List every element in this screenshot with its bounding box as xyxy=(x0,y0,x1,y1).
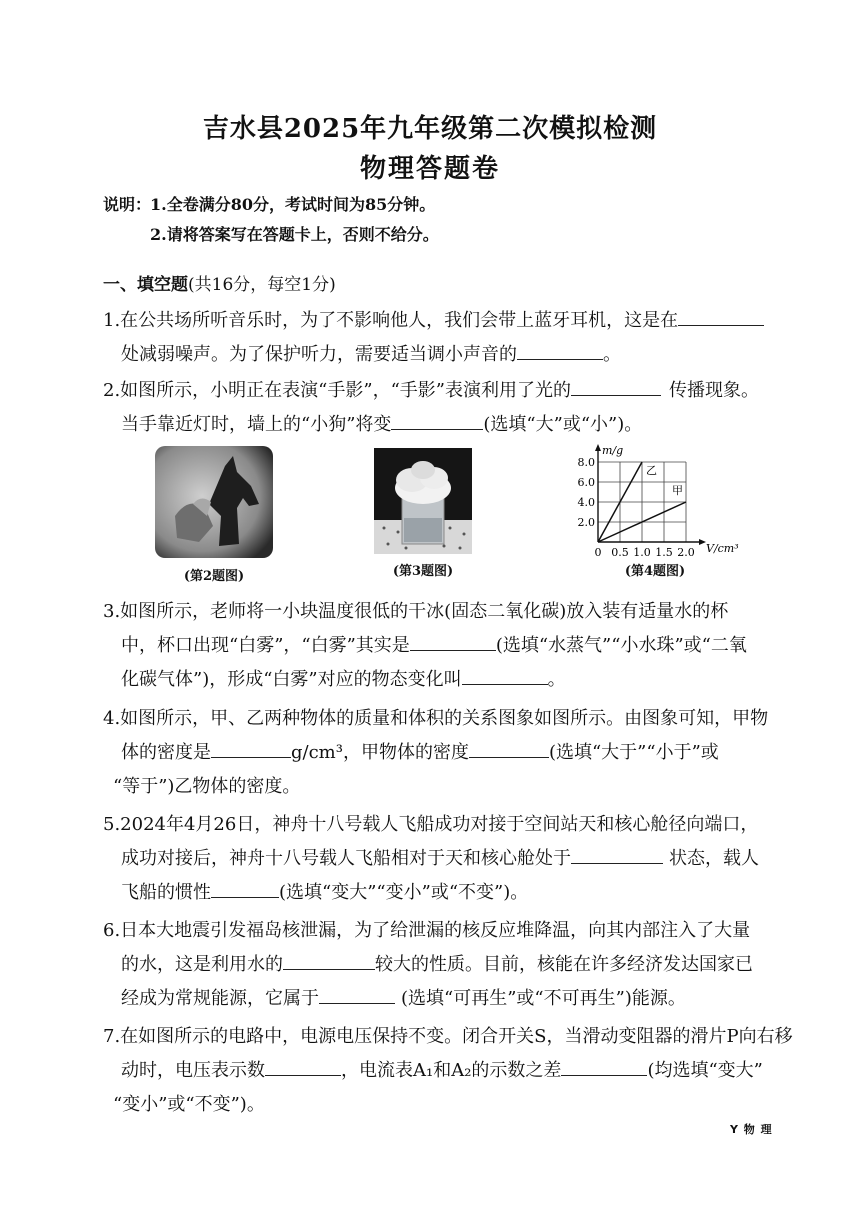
q7-blank-1[interactable] xyxy=(265,1057,341,1076)
x-tick-label: 2.0 xyxy=(677,546,695,559)
x-axis-arrow xyxy=(699,539,706,545)
q3-text-b: 中，杯口出现“白雾”，“白雾”其实是 xyxy=(121,635,410,656)
q4-text-d: (选填“大于”“小于”或 xyxy=(548,742,719,763)
question-6-line-1 xyxy=(103,916,750,942)
section-scoring: (共16分，每空1分) xyxy=(188,275,336,295)
question-5-line-1 xyxy=(103,810,758,836)
question-5-line-2 xyxy=(121,844,759,870)
y-tick-label: 6.0 xyxy=(577,476,595,489)
series-label-2: 甲 xyxy=(672,484,683,497)
q7-text-d: (均选填“变大” xyxy=(647,1060,763,1081)
question-6-line-2 xyxy=(121,950,753,976)
q3-text-c: (选填“水蒸气”“小水珠”或“二氧 xyxy=(495,635,747,656)
q6-text-c: 较大的性质。目前，核能在许多经济发达国家已 xyxy=(375,954,753,975)
q5-blank-2[interactable] xyxy=(211,879,279,898)
question-2-line-1 xyxy=(103,376,759,402)
figure-2-caption: (第2题图) xyxy=(183,569,245,584)
q3-blank-2[interactable] xyxy=(462,666,548,685)
q4-blank-1[interactable] xyxy=(211,739,291,758)
question-2-line-2 xyxy=(121,410,642,436)
y-tick-label: 8.0 xyxy=(577,456,595,469)
question-7-line-3 xyxy=(113,1090,265,1116)
q7-text-c: ，电流表A₁和A₂的示数之差 xyxy=(341,1060,562,1081)
q1-text-c: 。 xyxy=(603,344,621,365)
question-5-line-3 xyxy=(121,878,528,904)
y-tick-label: 2.0 xyxy=(577,516,595,529)
q6-blank-2[interactable] xyxy=(319,985,395,1004)
page-title: 吉水县2025年九年级第二次模拟检测 xyxy=(202,114,658,144)
section-title: 一、填空题 xyxy=(103,275,188,295)
question-7-line-2 xyxy=(121,1056,763,1082)
q5-text-b: 成功对接后，神舟十八号载人飞船相对于天和核心舱处于 xyxy=(121,848,571,869)
q4-text-a: 4.如图所示，甲、乙两种物体的质量和体积的关系图象如图所示。由图象可知，甲物 xyxy=(103,708,769,729)
x-tick-label: 1.5 xyxy=(655,546,673,559)
figure-4-mass-volume-chart xyxy=(560,444,750,564)
q1-text-a: 1.在公共场所听音乐时，为了不影响他人，我们会带上蓝牙耳机，这是在 xyxy=(103,310,679,331)
q2-text-c: 当手靠近灯时，墙上的“小狗”将变 xyxy=(121,414,392,435)
q1-blank-1[interactable] xyxy=(678,307,764,326)
q2-text-a: 2.如图所示，小明正在表演“手影”，“手影”表演利用了光的 xyxy=(103,380,571,401)
x-axis-label: V/cm³ xyxy=(706,542,739,555)
question-4-line-1 xyxy=(103,704,768,730)
q6-text-a: 6.日本大地震引发福岛核泄漏，为了给泄漏的核反应堆降温，向其内部注入了大量 xyxy=(103,920,751,941)
q4-text-e: “等于”)乙物体的密度。 xyxy=(113,776,301,797)
q3-blank-1[interactable] xyxy=(410,632,496,651)
page-subtitle: 物理答题卷 xyxy=(359,154,500,184)
q2-text-b: 传播现象。 xyxy=(668,380,759,401)
q7-blank-2[interactable] xyxy=(561,1057,647,1076)
notes-label: 说明： xyxy=(103,195,152,214)
q5-text-e: (选填“变大”“变小”或“不变”)。 xyxy=(279,882,529,903)
section-heading xyxy=(103,270,336,295)
note-item-1: 1.全卷满分80分，考试时间为85分钟。 xyxy=(150,195,436,214)
question-7-line-1 xyxy=(103,1022,793,1048)
q7-text-e: “变小”或“不变”)。 xyxy=(113,1094,265,1115)
y-tick-label: 4.0 xyxy=(577,496,595,509)
q1-text-b: 处减弱噪声。为了保护听力，需要适当调小声音的 xyxy=(121,344,517,365)
q1-blank-2[interactable] xyxy=(517,341,603,360)
question-1-line-1 xyxy=(103,306,764,332)
figure-3-dry-ice-image xyxy=(374,448,472,554)
note-item-2: 2.请将答案写在答题卡上，否则不给分。 xyxy=(150,225,439,244)
q7-text-b: 动时，电压表示数 xyxy=(121,1060,265,1081)
question-1-line-2 xyxy=(121,340,621,366)
q3-text-e: 。 xyxy=(547,669,566,690)
q2-text-d: (选填“大”或“小”)。 xyxy=(483,414,643,435)
page-footer-mark: Y 物 理 xyxy=(730,1123,773,1136)
q4-text-b: 体的密度是 xyxy=(121,742,211,763)
question-4-line-2 xyxy=(121,738,719,764)
q7-text-a: 7.在如图所示的电路中，电源电压保持不变。闭合开关S，当滑动变阻器的滑片P向右移 xyxy=(103,1026,793,1047)
question-6-line-3 xyxy=(121,984,686,1010)
y-axis-label: m/g xyxy=(602,444,624,457)
x-tick-label: 1.0 xyxy=(633,546,651,559)
q5-text-c: 状态，载人 xyxy=(669,848,759,869)
y-axis-arrow xyxy=(595,444,601,451)
figure-2-hand-shadow-image xyxy=(155,446,273,558)
question-3-line-2 xyxy=(121,631,747,657)
question-4-line-3 xyxy=(113,772,300,798)
question-3-line-1 xyxy=(103,597,728,623)
q3-text-d: 化碳气体”)，形成“白雾”对应的物态变化叫 xyxy=(121,669,462,690)
figure-3-caption: (第3题图) xyxy=(392,564,454,579)
q5-blank-1[interactable] xyxy=(571,845,663,864)
question-3-line-3 xyxy=(121,665,566,691)
figure-4-caption: (第4题图) xyxy=(624,564,686,579)
q3-text-a: 3.如图所示，老师将一小块温度很低的干冰(固态二氧化碳)放入装有适量水的杯 xyxy=(103,601,729,622)
x-tick-label: 0.5 xyxy=(611,546,629,559)
x-tick-label: 0 xyxy=(594,546,602,559)
q6-blank-1[interactable] xyxy=(283,951,375,970)
q6-text-b: 的水，这是利用水的 xyxy=(121,954,283,975)
q4-text-c: g/cm³，甲物体的密度 xyxy=(291,742,469,763)
q2-blank-1[interactable] xyxy=(571,377,661,396)
series-label-1: 乙 xyxy=(646,464,657,477)
q5-text-a: 5.2024年4月26日，神舟十八号载人飞船成功对接于空间站天和核心舱径向端口， xyxy=(103,814,759,835)
q6-text-e: (选填“可再生”或“不可再生”)能源。 xyxy=(401,988,686,1009)
q6-text-d: 经成为常规能源，它属于 xyxy=(121,988,319,1009)
q4-blank-2[interactable] xyxy=(469,739,549,758)
q5-text-d: 飞船的惯性 xyxy=(121,882,211,903)
q2-blank-2[interactable] xyxy=(391,411,483,430)
